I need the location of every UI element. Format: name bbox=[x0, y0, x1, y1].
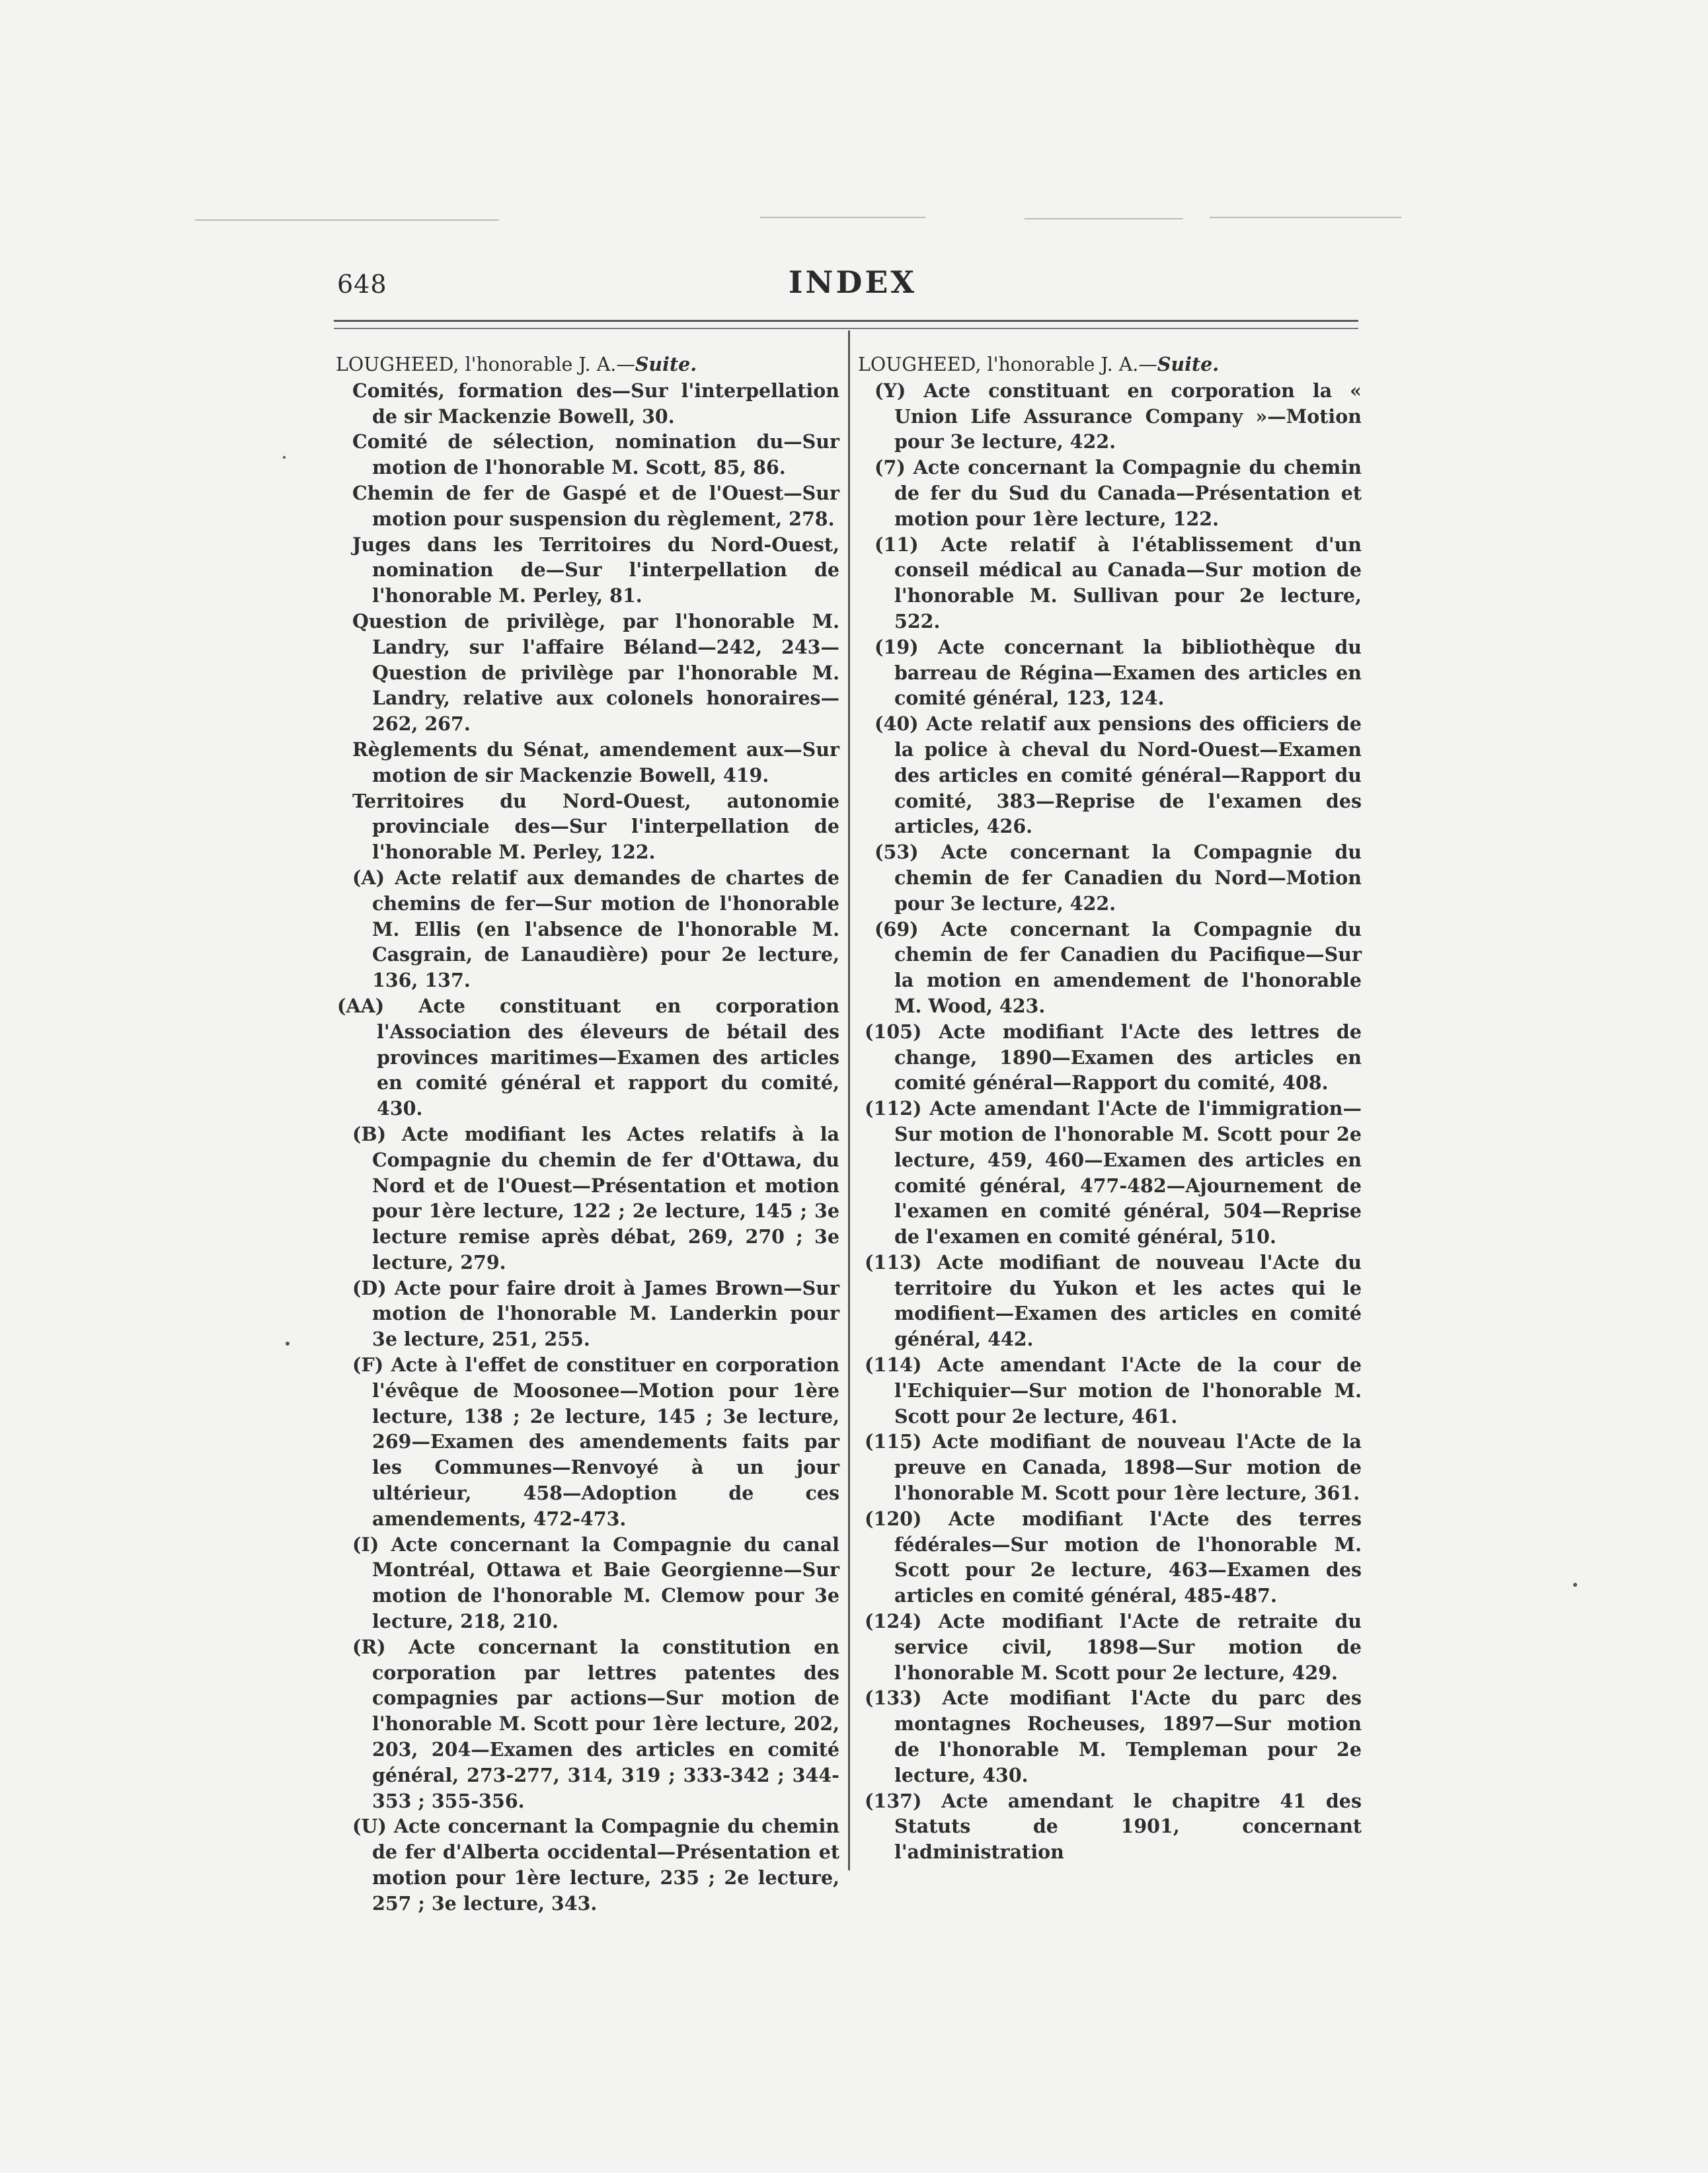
index-entry: Juges dans les Territoires du Nord-Ouest, nomination de—Sur l'interpellation de l'honorable M. Perley, 81. bbox=[352, 533, 839, 607]
index-entry: (F) Acte à l'effet de constituer en corporation l'évêque de Moosonee—Motion pour 1ère lecture, 138 ; 2e lecture, 145 ; 3e lecture, 269—Examen des amendements faits par les Communes—Renvoyé à un jour ultérieur, 458—Adoption de ces amendements, 472-473. bbox=[352, 1353, 839, 1530]
header-rule-secondary bbox=[334, 328, 1358, 329]
index-entry: (113) Acte modifiant de nouveau l'Acte du territoire du Yukon et les actes qui le modifient—Examen des articles en comité général, 442. bbox=[865, 1250, 1362, 1351]
page-number: 648 bbox=[337, 270, 387, 299]
scan-speck bbox=[283, 456, 286, 459]
column-divider bbox=[848, 330, 850, 1870]
index-entry: (133) Acte modifiant l'Acte du parc des montagnes Rocheuses, 1897—Sur motion de l'honorable M. Templeman pour 2e lecture, 430. bbox=[865, 1687, 1362, 1786]
index-entry: (120) Acte modifiant l'Acte des terres fédérales—Sur motion de l'honorable M. Scott pour 2e lecture, 463—Examen des articles en comité général, 485-487. bbox=[865, 1507, 1362, 1607]
index-entry: (105) Acte modifiant l'Acte des lettres de change, 1890—Examen des articles en comité général—Rapport du comité, 408. bbox=[865, 1020, 1362, 1094]
index-entry: (7) Acte concernant la Compagnie du chemin de fer du Sud du Canada—Présentation et motion pour 1ère lecture, 122. bbox=[874, 456, 1362, 530]
scan-artifact-line bbox=[1025, 218, 1183, 219]
index-entry: Comité de sélection, nomination du—Sur motion de l'honorable M. Scott, 85, 86. bbox=[352, 430, 839, 479]
index-entry: Question de privilège, par l'honorable M. Landry, sur l'affaire Béland—242, 243—Question de privilège par l'honorable M. Landry, relative aux colonels honoraires—262, 267. bbox=[352, 609, 839, 736]
heading-name: LOUGHEED, l'honorable J. A.— bbox=[336, 354, 635, 375]
scan-artifact-line bbox=[760, 217, 925, 218]
heading-suite: Suite. bbox=[635, 353, 697, 375]
index-entry: (112) Acte amendant l'Acte de l'immigration—Sur motion de l'honorable M. Scott pour 2e lecture, 459, 460—Examen des articles en comité général, 477-482—Ajournement de l'examen en comité général, 504—Reprise de l'examen en comité général, 510. bbox=[865, 1097, 1362, 1248]
page-title: INDEX bbox=[788, 264, 917, 300]
index-entry: (Y) Acte constituant en corporation la « Union Life Assurance Company »—Motion pour 3e lecture, 422. bbox=[874, 379, 1362, 453]
index-entry: (D) Acte pour faire droit à James Brown—Sur motion de l'honorable M. Landerkin pour 3e lecture, 251, 255. bbox=[352, 1276, 839, 1351]
scan-artifact-line bbox=[1210, 217, 1401, 218]
index-entry: (B) Acte modifiant les Actes relatifs à la Compagnie du chemin de fer d'Ottawa, du Nord et de l'Ouest—Présentation et motion pour 1ère lecture, 122 ; 2e lecture, 145 ; 3e lecture remise après débat, 269, 270 ; 3e lecture, 279. bbox=[352, 1122, 839, 1274]
index-entry: Comités, formation des—Sur l'interpellation de sir Mackenzie Bowell, 30. bbox=[352, 379, 839, 428]
scan-speck bbox=[1573, 1583, 1577, 1587]
index-entry: (19) Acte concernant la bibliothèque du barreau de Régina—Examen des articles en comité général, 123, 124. bbox=[874, 635, 1362, 710]
heading-suite: Suite. bbox=[1157, 353, 1220, 375]
index-entry: Territoires du Nord-Ouest, autonomie provinciale des—Sur l'interpellation de l'honorable M. Perley, 122. bbox=[352, 789, 839, 864]
right-column bbox=[858, 352, 1362, 1865]
index-entry: (U) Acte concernant la Compagnie du chemin de fer d'Alberta occidental—Présentation et motion pour 1ère lecture, 235 ; 2e lecture, 257 ; 3e lecture, 343. bbox=[352, 1815, 839, 1915]
right-column-heading bbox=[858, 352, 1362, 378]
index-entry: (11) Acte relatif à l'établissement d'un conseil médical au Canada—Sur motion de l'honorable M. Sullivan pour 2e lecture, 522. bbox=[874, 533, 1362, 632]
index-entry: (I) Acte concernant la Compagnie du canal Montréal, Ottawa et Baie Georgienne—Sur motion de l'honorable M. Clemow pour 3e lecture, 218, 210. bbox=[352, 1533, 839, 1633]
index-entry: (137) Acte amendant le chapitre 41 des Statuts de 1901, concernant l'administration bbox=[865, 1789, 1362, 1864]
scan-speck bbox=[286, 1342, 290, 1346]
scan-artifact-line bbox=[195, 219, 499, 221]
left-column-heading bbox=[336, 352, 839, 378]
index-entry: (AA) Acte constituant en corporation l'Association des éleveurs de bétail des provinces maritimes—Examen des articles en comité général et rapport du comité, 430. bbox=[337, 994, 839, 1120]
index-entry: (R) Acte concernant la constitution en corporation par lettres patentes des compagnies par actions—Sur motion de l'honorable M. Scott pour 1ère lecture, 202, 203, 204—Examen des articles en comité général, 273-277, 314, 319 ; 333-342 ; 344-353 ; 355-356. bbox=[352, 1635, 839, 1812]
index-entry: Chemin de fer de Gaspé et de l'Ouest—Sur motion pour suspension du règlement, 278. bbox=[352, 481, 839, 530]
index-entry: (40) Acte relatif aux pensions des officiers de la police à cheval du Nord-Ouest—Examen des articles en comité général—Rapport du comité, 383—Reprise de l'examen des articles, 426. bbox=[874, 712, 1362, 838]
index-entry: (114) Acte amendant l'Acte de la cour de l'Echiquier—Sur motion de l'honorable M. Scott pour 2e lecture, 461. bbox=[865, 1353, 1362, 1428]
index-entry: (115) Acte modifiant de nouveau l'Acte de la preuve en Canada, 1898—Sur motion de l'honorable M. Scott pour 1ère lecture, 361. bbox=[865, 1430, 1362, 1505]
heading-name: LOUGHEED, l'honorable J. A.— bbox=[858, 354, 1157, 375]
index-entry: (A) Acte relatif aux demandes de chartes de chemins de fer—Sur motion de l'honorable M. Ellis (en l'absence de l'honorable M. Casgrain, de Lanaudière) pour 2e lecture, 136, 137. bbox=[352, 866, 839, 992]
index-entry: (53) Acte concernant la Compagnie du chemin de fer Canadien du Nord—Motion pour 3e lecture, 422. bbox=[874, 841, 1362, 915]
left-column bbox=[336, 352, 839, 1917]
index-entry: (124) Acte modifiant l'Acte de retraite du service civil, 1898—Sur motion de l'honorable M. Scott pour 2e lecture, 429. bbox=[865, 1610, 1362, 1684]
index-entry: Règlements du Sénat, amendement aux—Sur motion de sir Mackenzie Bowell, 419. bbox=[352, 738, 839, 786]
header-rule bbox=[334, 320, 1358, 322]
index-entry: (69) Acte concernant la Compagnie du chemin de fer Canadien du Pacifique—Sur la motion en amendement de l'honorable M. Wood, 423. bbox=[874, 917, 1362, 1017]
